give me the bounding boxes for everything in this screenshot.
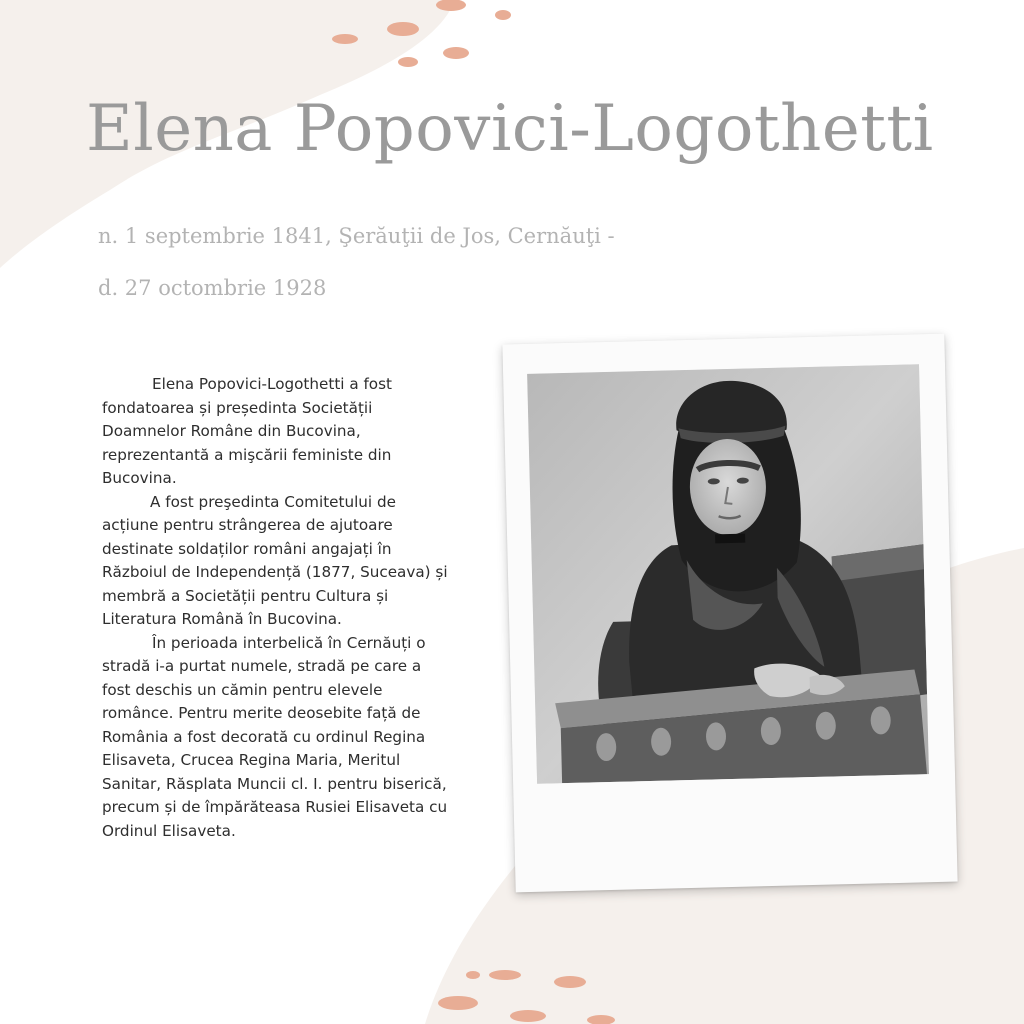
polaroid-frame [502, 334, 957, 893]
death-info: d. 27 octombrie 1928 [98, 276, 327, 300]
biography-paragraph: Elena Popovici-Logothetti a fost fondatoarea și președinta Societății Doamnelor Române din Bucovina, reprezentantă a mişcării feministe din Bucovina. [102, 375, 392, 487]
portrait-photo [527, 364, 929, 783]
biography-text [102, 373, 454, 843]
biography-paragraph: A fost preşedinta Comitetului de acțiune pentru strângerea de ajutoare destinate soldaților români angajați în Războiul de Independență (1877, Suceava) și membră a Societății pentru Cultura și Literatura Română în Bucovina. [102, 492, 448, 628]
page-title: Elena Popovici-Logothetti [86, 92, 934, 166]
biography-paragraph: În perioada interbelică în Cernăuți o stradă i-a purtat numele, stradă pe care a fost deschis un cămin pentru elevele românce. Pentru merite deosebite față de România a fost decorată cu ordinul Regina Elisaveta, Crucea Regina Maria, Meritul Sanitar, Răsplata Muncii cl. I. pentru biserică, precum și de împărăteasa Rusiei Elisaveta cu Ordinul Elisaveta. [102, 633, 448, 840]
portrait-illustration [527, 364, 929, 783]
birth-info: n. 1 septembrie 1841, Şerăuţii de Jos, Cernăuţi - [98, 224, 615, 248]
